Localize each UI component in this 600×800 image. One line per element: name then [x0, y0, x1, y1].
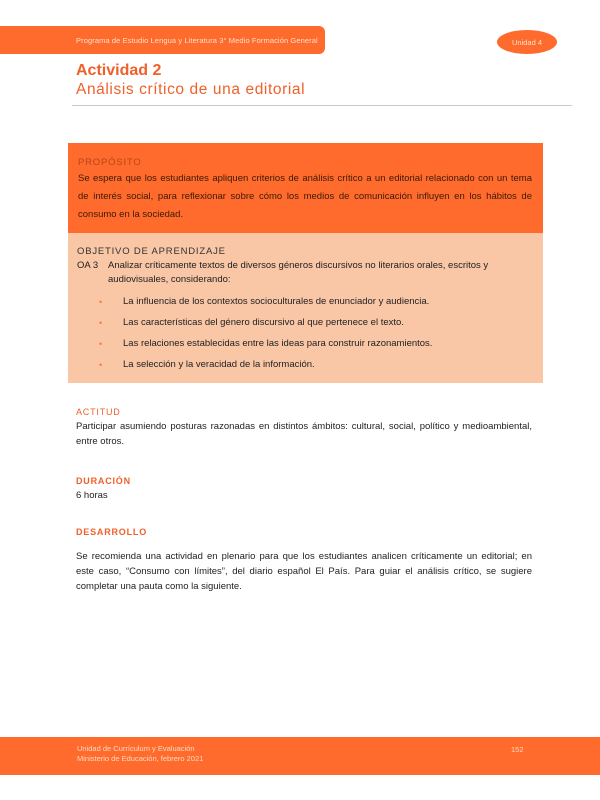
- purpose-box: [68, 143, 543, 233]
- bullet-text: Las relaciones establecidas entre las ideas para construir razonamientos.: [123, 338, 433, 349]
- development-heading: DESARROLLO: [76, 527, 147, 537]
- activity-subtitle: Análisis crítico de una editorial: [76, 81, 306, 98]
- development-section: [76, 527, 532, 594]
- footer-line-2: Ministerio de Educación, febrero 2021: [77, 754, 204, 763]
- bullet-icon: •: [99, 296, 103, 307]
- list-item: [99, 354, 533, 375]
- list-item: [99, 333, 533, 354]
- attitude-section: [76, 407, 532, 449]
- objective-code: OA 3: [77, 260, 99, 271]
- list-item: [99, 291, 533, 312]
- duration-text: 6 horas: [76, 490, 108, 501]
- purpose-heading: PROPÓSITO: [78, 157, 142, 168]
- header-bar: [0, 26, 325, 54]
- activity-title: Actividad 2: [76, 62, 162, 79]
- bullet-icon: •: [99, 338, 103, 349]
- page-number: 152: [511, 745, 524, 754]
- footer-line-1: Unidad de Currículum y Evaluación: [77, 744, 195, 753]
- program-title: Programa de Estudio Lengua y Literatura 3° Medio Formación General: [76, 35, 318, 45]
- bullet-text: La influencia de los contextos socioculturales de enunciador y audiencia.: [123, 296, 430, 307]
- objective-box: [68, 233, 543, 383]
- bullet-text: La selección y la veracidad de la información.: [123, 359, 315, 370]
- unit-label: Unidad 4: [511, 37, 543, 47]
- list-item: [99, 312, 533, 333]
- title-divider: [72, 105, 572, 106]
- bullet-icon: •: [99, 317, 103, 328]
- footer-bar: [0, 737, 600, 775]
- bullet-text: Las características del género discursivo al que pertenece el texto.: [123, 317, 404, 328]
- attitude-text: Participar asumiendo posturas razonadas en distintos ámbitos: cultural, social, político y medioambiental, entre otros.: [76, 421, 532, 447]
- objective-heading: OBJETIVO DE APRENDIZAJE: [77, 246, 226, 257]
- development-text: Se recomienda una actividad en plenario para que los estudiantes analicen críticamente un editorial; en este caso, “Consumo con límites”, del diario español El País. Para guiar el análisis crítico, se sugiere completar una pauta como la siguiente.: [76, 551, 532, 592]
- attitude-heading: ACTITUD: [76, 407, 121, 417]
- duration-heading: DURACIÓN: [76, 476, 131, 486]
- objective-bullet-list: [77, 291, 533, 375]
- bullet-icon: •: [99, 359, 103, 370]
- unit-badge: [497, 30, 557, 54]
- purpose-text: Se espera que los estudiantes apliquen criterios de análisis crítico a un editorial relacionado con un tema de interés social, para reflexionar sobre cómo los medios de comunicación influyen en los hábitos de consumo en la sociedad.: [78, 173, 532, 220]
- objective-text: Analizar críticamente textos de diversos géneros discursivos no literarios orales, escritos y audiovisuales, considerando:: [108, 260, 489, 285]
- duration-section: [76, 476, 532, 503]
- objective-row: [77, 259, 533, 287]
